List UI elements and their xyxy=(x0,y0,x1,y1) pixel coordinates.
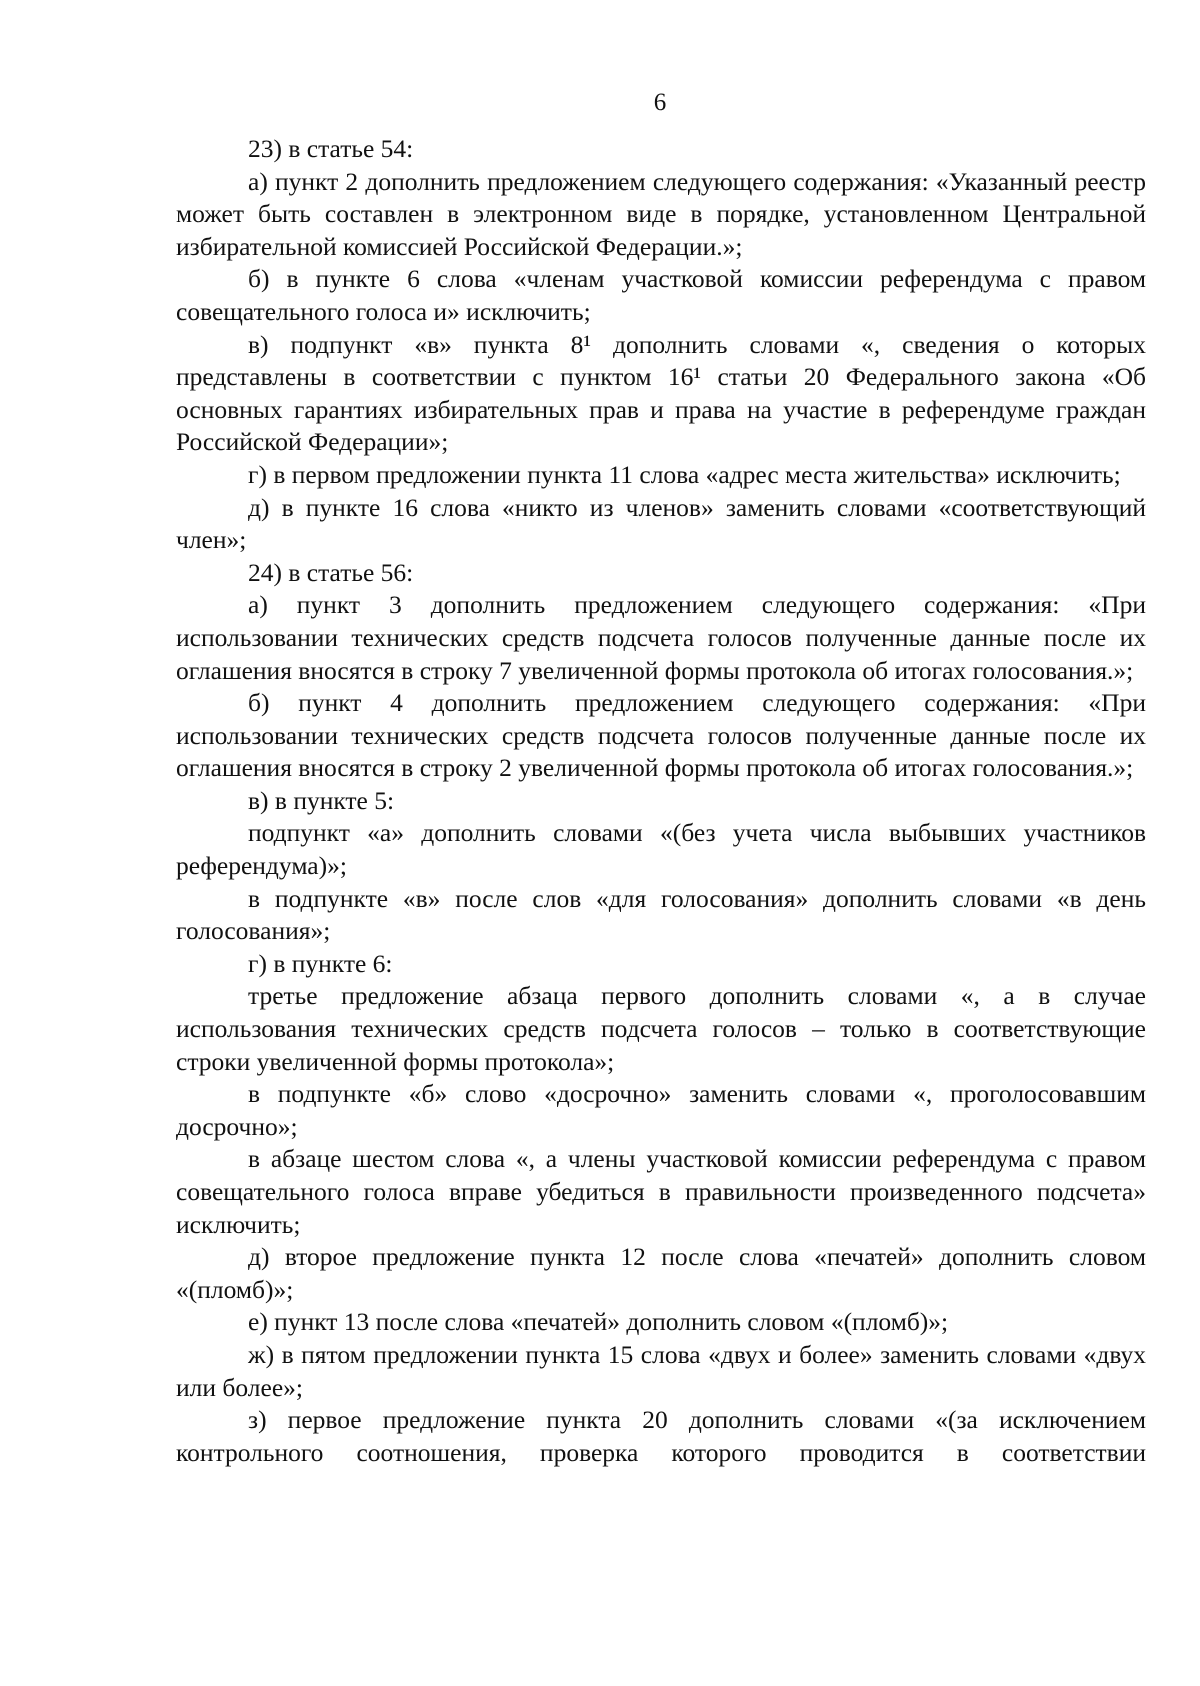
paragraph: е) пункт 13 после слова «печатей» дополнить словом «(пломб)»; xyxy=(248,1307,949,1337)
paragraph: подпункт «а» дополнить словами «(без учета числа выбывших участников референдума)»; xyxy=(176,818,1146,881)
page-number: 6 xyxy=(653,89,667,116)
paragraph: в) в пункте 5: xyxy=(248,785,395,815)
document-body xyxy=(176,133,1146,1469)
paragraph: 23) в статье 54: xyxy=(248,134,414,163)
paragraph: в абзаце шестом слова «, а члены участковой комиссии референдума с правом совещательного голоса вправе убедиться в правильности произведенного подсчета» исключить; xyxy=(176,1144,1146,1239)
paragraph: д) второе предложение пункта 12 после слова «печатей» дополнить словом «(пломб)»; xyxy=(176,1242,1146,1304)
paragraph: г) в первом предложении пункта 11 слова «адрес места жительства» исключить; xyxy=(248,459,1121,489)
paragraph: в подпункте «б» слово «досрочно» заменить словами «, проголосовавшим досрочно»; xyxy=(176,1079,1146,1141)
paragraph: в) подпункт «в» пункта 8¹ дополнить словами «, сведения о которых представлены в соответствии с пунктом 16¹ статьи 20 Федерального закона «Об основных гарантиях избирательных прав и права на участие в референдуме граждан Российской Федерации»; xyxy=(176,329,1146,457)
paragraph: 24) в статье 56: xyxy=(248,557,414,587)
paragraph: з) первое предложение пункта 20 дополнить словами «(за исключением контрольного соотношения, проверка которого проводится в соответствии xyxy=(176,1405,1146,1467)
paragraph: б) в пункте 6 слова «членам участковой комиссии референдума с правом совещательного голоса и» исключить; xyxy=(176,264,1146,326)
paragraph: ж) в пятом предложении пункта 15 слова «двух и более» заменить словами «двух или более»; xyxy=(176,1339,1146,1402)
paragraph: д) в пункте 16 слова «никто из членов» заменить словами «соответствующий член»; xyxy=(176,492,1146,555)
paragraph: а) пункт 2 дополнить предложением следующего содержания: «Указанный реестр может быть составлен в электронном виде в порядке, установленном Центральной избирательной комиссией Российской Федерации.»; xyxy=(176,166,1146,261)
paragraph: г) в пункте 6: xyxy=(248,948,393,978)
paragraph: а) пункт 3 дополнить предложением следующего содержания: «При использовании технических средств подсчета голосов полученные данные после их оглашения вносятся в строку 7 увеличенной формы протокола об итогах голосования.»; xyxy=(176,590,1146,685)
paragraph: в подпункте «в» после слов «для голосования» дополнить словами «в день голосования»; xyxy=(176,883,1146,946)
paragraph: третье предложение абзаца первого дополнить словами «, а в случае использования технических средств подсчета голосов – только в соответствующие строки увеличенной формы протокола»; xyxy=(176,981,1146,1076)
paragraph: б) пункт 4 дополнить предложением следующего содержания: «При использовании технических средств подсчета голосов полученные данные после их оглашения вносятся в строку 2 увеличенной формы протокола об итогах голосования.»; xyxy=(176,688,1146,783)
